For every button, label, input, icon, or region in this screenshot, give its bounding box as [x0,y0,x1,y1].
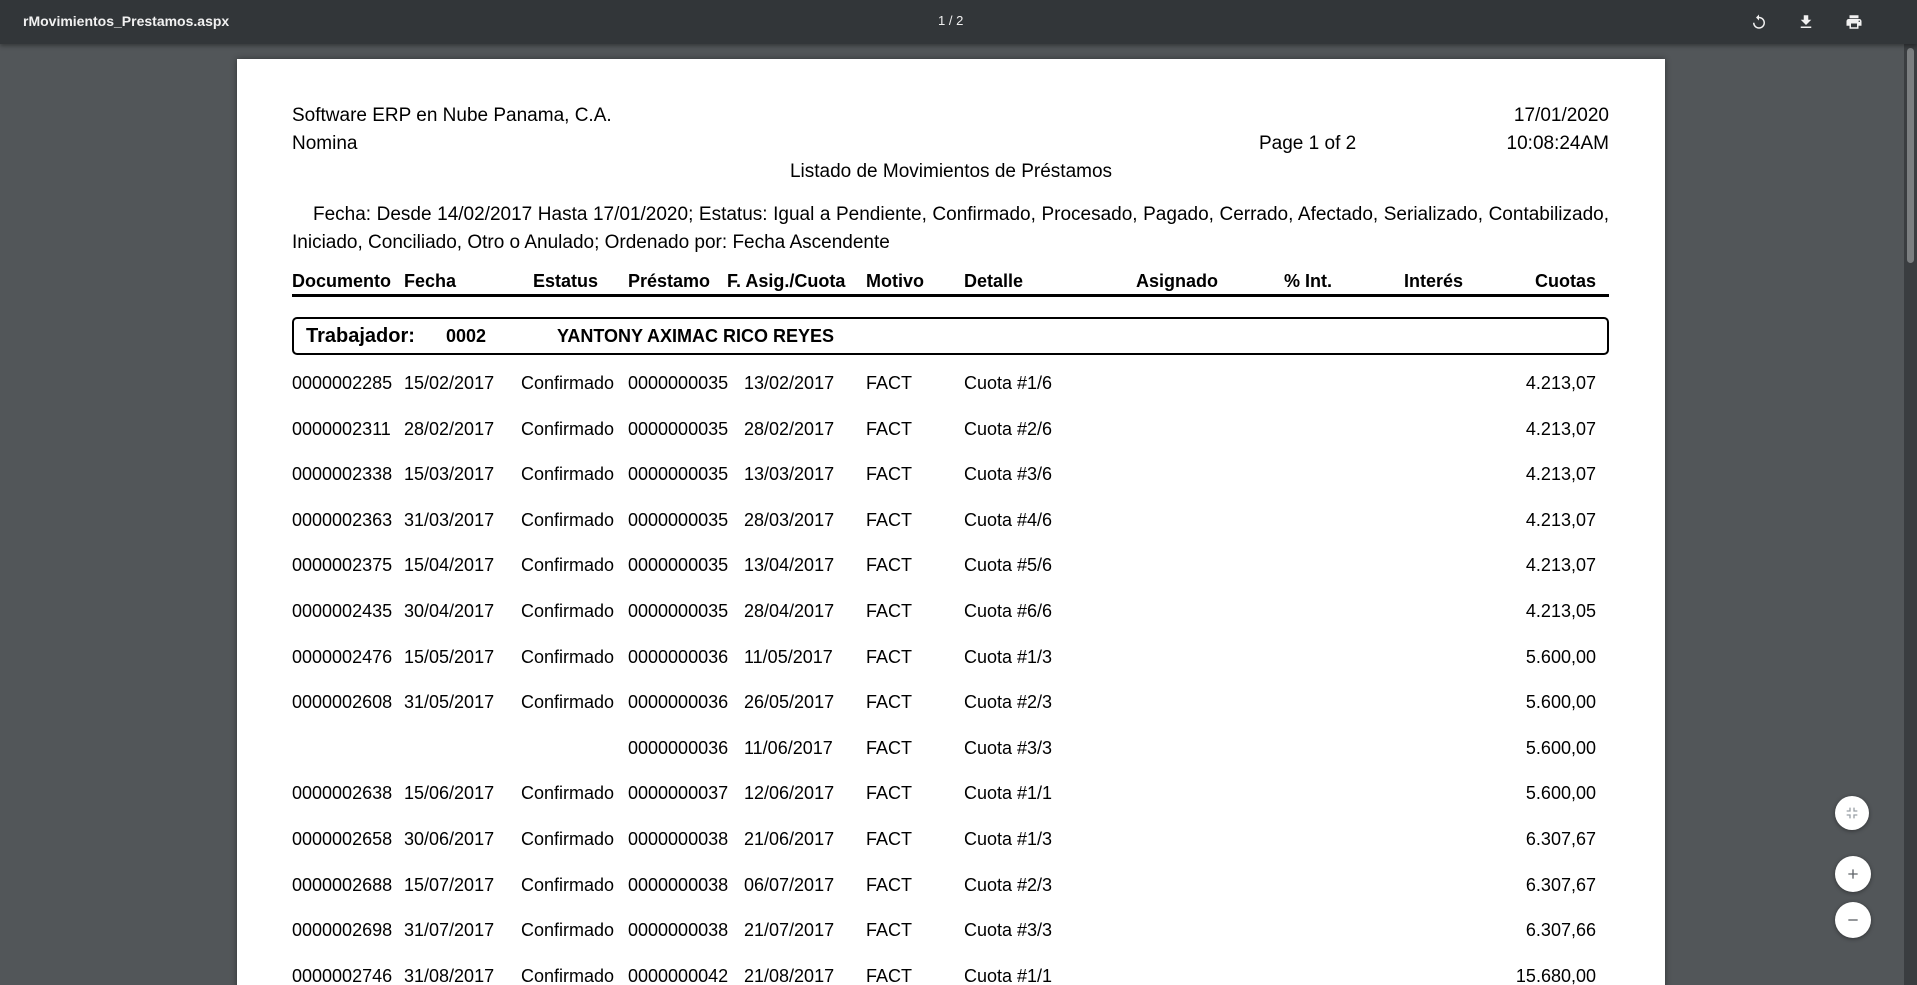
row-asig-cuota: 28/04/2017 [744,600,835,621]
page-info: Page 1 of 2 [1259,133,1357,154]
row-cuota: 5.600,00 [1525,783,1596,804]
zoom-out-button[interactable] [1835,902,1871,938]
row-prestamo: 0000000036 [628,692,729,713]
row-asig-cuota: 11/05/2017 [744,646,833,667]
row-documento: 0000002285 [292,373,393,393]
row-documento: 0000002476 [292,646,393,667]
row-cuota: 5.600,00 [1525,737,1596,758]
row-detalle: Cuota #3/6 [964,464,1053,485]
row-fecha: 15/07/2017 [404,874,495,895]
row-prestamo: 0000000042 [628,965,729,985]
row-fecha: 28/02/2017 [404,418,495,439]
row-estatus: Confirmado [521,555,615,576]
pdf-page [237,59,1665,985]
row-cuota: 4.213,05 [1525,600,1596,621]
row-documento: 0000002435 [292,600,393,621]
document-title: rMovimientos_Prestamos.aspx [23,13,230,29]
pdf-toolbar [0,0,1917,44]
row-detalle: Cuota #1/1 [964,965,1053,985]
col-motivo: Motivo [866,271,924,291]
zoom-in-icon [1845,866,1861,882]
row-estatus: Confirmado [521,509,615,530]
row-documento: 0000002375 [292,555,393,576]
row-prestamo: 0000000038 [628,828,729,849]
row-estatus: Confirmado [521,418,615,439]
row-asig-cuota: 12/06/2017 [744,783,835,804]
col-fecha: Fecha [404,271,457,291]
row-motivo: FACT [866,464,913,485]
table-row [292,829,1609,875]
row-asig-cuota: 13/02/2017 [744,373,835,393]
row-detalle: Cuota #3/3 [964,737,1053,758]
download-icon [1797,13,1815,31]
row-motivo: FACT [866,373,913,393]
col-prestamo: Préstamo [628,271,711,291]
row-estatus: Confirmado [521,874,615,895]
row-asig-cuota: 21/07/2017 [744,920,835,941]
table-row [292,373,1609,419]
table-row [292,738,1609,784]
row-motivo: FACT [866,600,913,621]
row-asig-cuota: 28/03/2017 [744,509,835,530]
module-name: Nomina [292,133,358,154]
row-documento: 0000002688 [292,874,393,895]
row-detalle: Cuota #2/3 [964,692,1053,713]
row-prestamo: 0000000038 [628,874,729,895]
row-estatus: Confirmado [521,600,615,621]
table-row [292,464,1609,510]
row-cuota: 6.307,66 [1525,920,1596,941]
company-name: Software ERP en Nube Panama, C.A. [292,105,612,126]
row-fecha: 15/02/2017 [404,373,495,393]
row-cuota: 4.213,07 [1525,464,1596,485]
row-detalle: Cuota #5/6 [964,555,1053,576]
row-prestamo: 0000000038 [628,920,729,941]
col-interes: Interés [1404,271,1464,291]
row-estatus: Confirmado [521,373,615,393]
row-cuota: 5.600,00 [1525,646,1596,667]
row-motivo: FACT [866,509,913,530]
row-motivo: FACT [866,920,913,941]
row-asig-cuota: 21/06/2017 [744,828,835,849]
row-motivo: FACT [866,828,913,849]
col-asignado: Asignado [1136,271,1219,291]
row-motivo: FACT [866,646,913,667]
row-fecha: 30/04/2017 [404,600,495,621]
row-prestamo: 0000000035 [628,600,729,621]
row-fecha: 31/08/2017 [404,965,495,985]
row-motivo: FACT [866,965,913,985]
row-motivo: FACT [866,874,913,895]
table-row [292,875,1609,921]
table-row [292,555,1609,601]
column-headers [292,271,1609,297]
row-documento: 0000002658 [292,828,393,849]
row-detalle: Cuota #2/3 [964,874,1053,895]
report-title: Listado de Movimientos de Préstamos [789,161,1113,182]
row-cuota: 6.307,67 [1525,828,1596,849]
row-estatus: Confirmado [521,920,615,941]
table-row [292,601,1609,647]
row-fecha: 31/05/2017 [404,692,495,713]
row-motivo: FACT [866,555,913,576]
row-asig-cuota: 13/03/2017 [744,464,835,485]
table-row [292,692,1609,738]
row-cuota: 4.213,07 [1525,418,1596,439]
row-asig-cuota: 11/06/2017 [744,737,833,758]
row-detalle: Cuota #3/3 [964,920,1053,941]
row-detalle: Cuota #4/6 [964,509,1053,530]
row-estatus: Confirmado [521,464,615,485]
row-prestamo: 0000000035 [628,555,729,576]
row-detalle: Cuota #6/6 [964,600,1053,621]
row-motivo: FACT [866,418,913,439]
row-prestamo: 0000000035 [628,373,729,393]
row-documento: 0000002746 [292,965,393,985]
table-row [292,419,1609,465]
row-detalle: Cuota #1/3 [964,828,1053,849]
worker-group-header [292,317,1609,355]
row-detalle: Cuota #2/6 [964,418,1053,439]
row-prestamo: 0000000035 [628,464,729,485]
row-estatus: Confirmado [521,965,615,985]
row-prestamo: 0000000036 [628,737,729,758]
row-asig-cuota: 28/02/2017 [744,418,835,439]
filter-description: Fecha: Desde 14/02/2017 Hasta 17/01/2020; Estatus: Igual a Pendiente, Confirmado, Procesado, Pagado, Cerrado, Afectado, Serializado, Contabilizado, Iniciado, Conciliado, Otro o Anulado; Ordenado por: Fecha Ascendente [292,204,1609,253]
page-indicator: 1 / 2 [938,13,964,28]
row-documento: 0000002638 [292,783,393,804]
row-fecha: 15/03/2017 [404,464,495,485]
download-button[interactable] [1793,9,1819,35]
worker-code: 0002 [446,326,487,346]
row-documento: 0000002311 [292,418,391,439]
zoom-in-button[interactable] [1835,856,1871,892]
row-estatus: Confirmado [521,783,615,804]
row-asig-cuota: 26/05/2017 [744,692,835,713]
col-estatus: Estatus [533,271,599,291]
row-prestamo: 0000000036 [628,646,729,667]
row-detalle: Cuota #1/3 [964,646,1053,667]
row-cuota: 5.600,00 [1525,692,1596,713]
table-row [292,920,1609,966]
col-documento: Documento [292,271,391,291]
row-documento: 0000002698 [292,920,393,941]
row-motivo: FACT [866,692,913,713]
movements-table [292,373,1609,985]
zoom-out-icon [1845,912,1861,928]
row-detalle: Cuota #1/1 [964,783,1053,804]
row-asig-cuota: 21/08/2017 [744,965,835,985]
worker-label: Trabajador: [306,325,415,347]
row-cuota: 4.213,07 [1525,373,1596,393]
row-detalle: Cuota #1/6 [964,373,1053,393]
col-cuotas: Cuotas [1534,271,1596,291]
row-fecha: 30/06/2017 [404,828,495,849]
report-date: 17/01/2020 [1513,105,1609,126]
row-cuota: 15.680,00 [1515,965,1596,985]
col-detalle: Detalle [964,271,1024,291]
row-prestamo: 0000000035 [628,418,729,439]
row-asig-cuota: 06/07/2017 [744,874,835,895]
row-prestamo: 0000000037 [628,783,729,804]
row-documento: 0000002608 [292,692,393,713]
fit-page-icon [1844,805,1860,821]
row-prestamo: 0000000035 [628,509,729,530]
vertical-scrollbar[interactable] [1904,44,1917,985]
scrollbar-thumb[interactable] [1907,48,1914,263]
row-cuota: 4.213,07 [1525,555,1596,576]
row-fecha: 31/03/2017 [404,509,495,530]
rotate-button[interactable] [1746,9,1772,35]
col-int-pct: % Int. [1284,271,1332,291]
row-motivo: FACT [866,737,913,758]
row-fecha: 15/04/2017 [404,555,495,576]
row-asig-cuota: 13/04/2017 [744,555,835,576]
row-estatus: Confirmado [521,646,615,667]
row-documento: 0000002363 [292,509,393,530]
rotate-icon [1750,13,1768,31]
report-time: 10:08:24AM [1506,133,1609,154]
fit-page-button[interactable] [1835,796,1869,830]
print-icon [1845,13,1863,31]
table-row [292,510,1609,556]
print-button[interactable] [1841,9,1867,35]
row-documento: 0000002338 [292,464,393,485]
table-row [292,966,1609,985]
row-fecha: 15/05/2017 [404,646,495,667]
table-row [292,647,1609,693]
row-cuota: 4.213,07 [1525,509,1596,530]
worker-name: YANTONY AXIMAC RICO REYES [557,326,835,346]
row-fecha: 31/07/2017 [404,920,495,941]
table-row [292,783,1609,829]
row-fecha: 15/06/2017 [404,783,495,804]
row-motivo: FACT [866,783,913,804]
row-estatus: Confirmado [521,692,615,713]
row-estatus: Confirmado [521,828,615,849]
row-cuota: 6.307,67 [1525,874,1596,895]
col-asig-cuota: F. Asig./Cuota [727,271,846,291]
